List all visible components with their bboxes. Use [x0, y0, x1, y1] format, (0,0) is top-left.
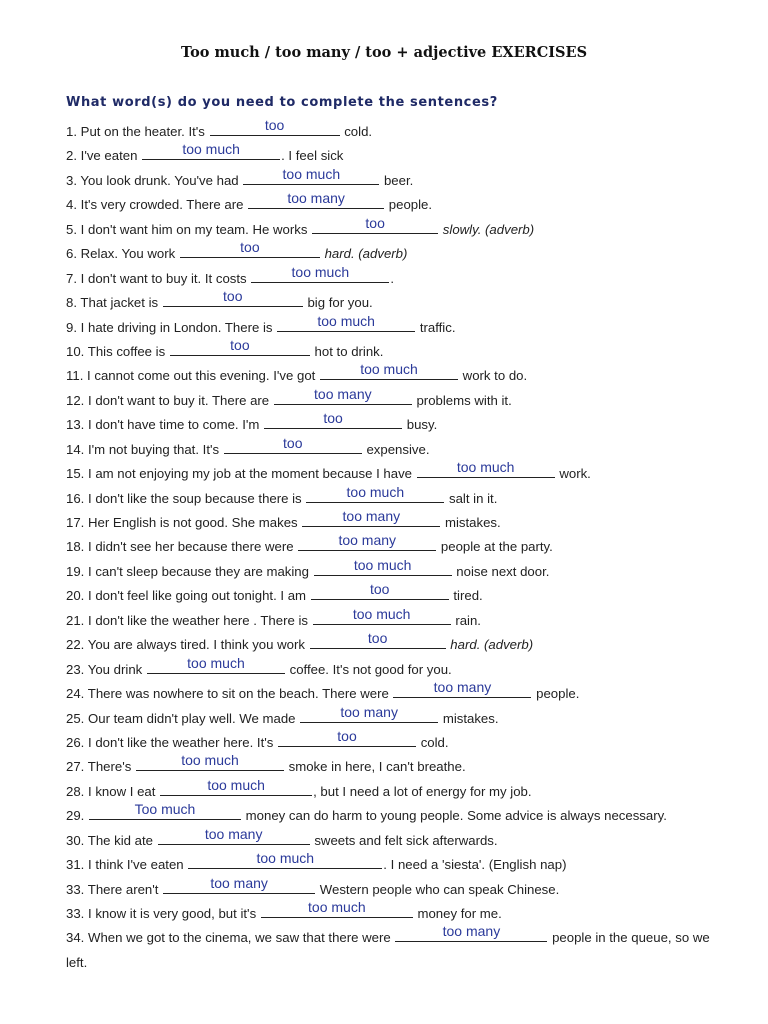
exercise-item — [66, 727, 716, 755]
answer-blank[interactable] — [224, 434, 362, 454]
sentence-end: big for you. — [303, 295, 373, 311]
filled-answer: too — [367, 630, 388, 647]
filled-answer: too much — [456, 459, 515, 476]
sentence-end: tired. — [449, 588, 483, 604]
sentence-end: mistakes. — [439, 710, 499, 726]
sentence-end: people. — [532, 686, 580, 702]
filled-answer: too much — [182, 141, 240, 158]
sentence-start: 18. I didn't see her because there were — [66, 539, 298, 555]
instructions: What word(s) do you need to complete the sentences? — [66, 95, 498, 110]
sentence-start: 29. — [66, 808, 88, 824]
answer-blank[interactable] — [278, 727, 416, 747]
exercise-item — [66, 410, 716, 437]
sentence-start: 27. There's — [66, 759, 135, 775]
sentence-start: 6. Relax. You work — [66, 246, 179, 262]
sentence-start: 5. I don't want him on my team. He works — [66, 221, 312, 237]
filled-answer: too — [283, 434, 303, 451]
answer-blank[interactable] — [243, 165, 379, 185]
sentence-start: 13. I don't have time to come. I'm — [66, 417, 264, 433]
filled-answer: too many — [204, 825, 263, 842]
sentence-end: people. — [385, 197, 433, 213]
filled-answer: too much — [352, 605, 411, 622]
worksheet-title: Too much / too many / too + adjective EXERCISES — [180, 44, 588, 61]
sentence-start: 9. I hate driving in London. There is — [66, 319, 277, 335]
answer-blank[interactable] — [395, 923, 547, 942]
sentence-start: 14. I'm not buying that. It's — [66, 441, 223, 457]
answer-blank[interactable] — [188, 850, 382, 869]
sentence-end: busy. — [403, 417, 438, 433]
filled-answer: too many — [442, 923, 501, 940]
exercise-item — [66, 459, 716, 486]
answer-blank[interactable] — [310, 630, 446, 649]
exercise-item — [66, 752, 716, 779]
exercise-item — [66, 385, 716, 413]
filled-answer: too many — [433, 679, 492, 696]
exercise-item — [66, 239, 716, 266]
sentence-end: smoke in here, I can't breathe. — [284, 759, 466, 775]
answer-blank[interactable] — [277, 312, 415, 332]
sentence-end: cold. — [340, 124, 373, 139]
answer-blank[interactable] — [163, 288, 303, 307]
sentence-start: 15. I am not enjoying my job at the moment because I have — [66, 466, 416, 482]
filled-answer: too much — [291, 263, 350, 280]
sentence-start: 25. Our team didn't play well. We made — [66, 710, 300, 726]
filled-answer: too — [264, 117, 285, 133]
exercise-item — [66, 117, 716, 144]
exercise-item — [66, 434, 716, 462]
answer-blank[interactable] — [261, 899, 413, 918]
answer-blank[interactable] — [298, 532, 436, 551]
answer-blank[interactable] — [311, 581, 449, 600]
sentence-start: 2. I've eaten — [66, 148, 142, 164]
answer-blank[interactable] — [306, 483, 444, 503]
sentence-start: 4. It's very crowded. There are — [66, 197, 248, 213]
filled-answer: too — [223, 288, 243, 305]
filled-answer: too much — [187, 654, 245, 671]
exercise-item — [66, 288, 716, 315]
sentence-start: 8. That jacket is — [66, 295, 162, 311]
filled-answer: too many — [210, 874, 268, 891]
sentence-end: work to do. — [459, 368, 528, 384]
exercise-item — [66, 214, 716, 242]
filled-answer: too much — [308, 899, 366, 915]
exercise-item — [66, 630, 716, 657]
answer-blank[interactable] — [302, 508, 440, 527]
exercise-item — [66, 801, 716, 828]
filled-answer: too many — [338, 532, 397, 549]
sentence-end: Western people who can speak Chinese. — [316, 881, 560, 897]
sentence-end: . I need a 'siesta'. (English nap) — [383, 857, 567, 873]
sentence-end: . I feel sick — [281, 148, 344, 164]
answer-blank[interactable] — [417, 459, 555, 478]
answer-blank[interactable] — [160, 776, 312, 796]
exercise-item — [66, 312, 716, 340]
sentence-end: cold. — [417, 734, 449, 750]
filled-answer: too many — [287, 190, 345, 207]
filled-answer: too much — [256, 850, 315, 867]
answer-blank[interactable] — [314, 556, 452, 576]
exercise-item — [66, 165, 716, 193]
sentence-end: noise next door. — [452, 563, 550, 579]
exercise-item — [66, 703, 716, 731]
filled-answer: too — [365, 214, 385, 231]
sentence-start: 20. I don't feel like going out tonight. I am — [66, 588, 310, 604]
sentence-start: 7. I don't want to buy it. It costs — [66, 270, 251, 286]
sentence-end: rain. — [451, 612, 481, 628]
sentence-end: beer. — [380, 172, 414, 188]
answer-blank[interactable] — [300, 703, 438, 723]
answer-blank[interactable] — [264, 410, 402, 429]
sentence-end: expensive. — [362, 441, 430, 457]
sentence-end: people at the party. — [437, 539, 553, 555]
filled-answer: too many — [342, 508, 401, 524]
sentence-start: 31. I think I've eaten — [66, 857, 188, 873]
filled-answer: too many — [314, 385, 372, 402]
sentence-end: problems with it. — [412, 392, 512, 408]
answer-blank[interactable] — [210, 117, 340, 136]
exercise-item — [66, 654, 716, 682]
sentence-end: money can do harm to young people. Some advice is always necessary. — [242, 808, 667, 824]
filled-answer: too — [369, 581, 390, 598]
answer-blank[interactable] — [170, 336, 310, 356]
sentence-start: 26. I don't like the weather here. It's — [66, 734, 278, 750]
filled-answer: too — [337, 727, 357, 744]
answer-blank[interactable] — [136, 752, 284, 771]
exercise-item — [66, 190, 716, 217]
sentence-end: hard. (adverb) — [446, 637, 534, 653]
sentence-start: 33. I know it is very good, but it's — [66, 906, 260, 921]
exercise-item — [66, 874, 716, 902]
filled-answer: Too much — [134, 801, 196, 818]
sentence-start: 10. This coffee is — [66, 343, 169, 359]
exercise-item — [66, 679, 716, 706]
answer-blank[interactable] — [274, 385, 412, 405]
sentence-end: sweets and felt sick afterwards. — [310, 832, 498, 848]
sentence-start: 16. I don't like the soup because there is — [66, 490, 306, 506]
answer-blank[interactable] — [180, 239, 320, 258]
filled-answer: too much — [360, 361, 418, 378]
sentence-end: work. — [555, 466, 591, 482]
exercise-item — [66, 605, 716, 633]
sentence-start: 33. There aren't — [66, 881, 163, 897]
answer-blank[interactable] — [142, 141, 280, 160]
sentence-start: 12. I don't want to buy it. There are — [66, 392, 273, 408]
sentence-start: 30. The kid ate — [66, 832, 157, 848]
filled-answer: too much — [181, 752, 239, 769]
sentence-start: 22. You are always tired. I think you work — [66, 637, 309, 653]
sentence-end: , but I need a lot of energy for my job. — [313, 783, 532, 799]
exercise-item — [66, 556, 716, 584]
sentence-end: money for me. — [413, 906, 502, 921]
answer-blank[interactable] — [89, 801, 241, 820]
exercise-item — [66, 850, 716, 877]
answer-blank[interactable] — [312, 214, 438, 234]
answer-blank[interactable] — [158, 825, 310, 845]
answer-blank[interactable] — [251, 263, 389, 283]
sentence-start: 24. There was nowhere to sit on the beach. There were — [66, 686, 393, 702]
exercise-item — [66, 361, 716, 388]
exercise-item — [66, 141, 716, 168]
sentence-end: slowly. (adverb) — [439, 221, 535, 237]
filled-answer: too much — [282, 165, 341, 182]
filled-answer: too much — [346, 483, 405, 500]
sentence-end: hot to drink. — [310, 343, 384, 359]
filled-answer: too many — [340, 703, 398, 720]
sentence-end: . — [390, 270, 394, 286]
answer-blank[interactable] — [393, 679, 531, 698]
exercise-item — [66, 263, 716, 291]
filled-answer: too — [230, 336, 250, 353]
sentence-start: 28. I know I eat — [66, 783, 160, 799]
sentence-start: 1. Put on the heater. It's — [66, 124, 209, 139]
filled-answer: too much — [317, 312, 375, 329]
answer-blank[interactable] — [163, 874, 315, 894]
answer-blank[interactable] — [313, 605, 451, 625]
sentence-end: mistakes. — [441, 515, 501, 530]
sentence-start: 19. I can't sleep because they are making — [66, 563, 313, 579]
filled-answer: too much — [353, 556, 412, 573]
sentence-end: traffic. — [416, 319, 456, 335]
sentence-start: 21. I don't like the weather here . There is — [66, 612, 312, 628]
answer-blank[interactable] — [147, 654, 285, 674]
exercise-item — [66, 899, 716, 926]
answer-blank[interactable] — [320, 361, 458, 380]
sentence-end: salt in it. — [445, 490, 498, 506]
sentence-start: 17. Her English is not good. She makes — [66, 515, 302, 530]
sentence-end: people in the queue, so we left. — [66, 930, 710, 970]
sentence-start: 11. I cannot come out this evening. I've got — [66, 368, 319, 384]
sentence-start: 3. You look drunk. You've had — [66, 172, 243, 188]
exercise-item — [66, 923, 716, 975]
filled-answer: too — [323, 410, 343, 427]
sentence-start: 34. When we got to the cinema, we saw that there were — [66, 930, 395, 946]
sentence-end: hard. (adverb) — [320, 246, 408, 262]
exercise-list — [66, 117, 716, 975]
sentence-end: coffee. It's not good for you. — [285, 661, 452, 677]
answer-blank[interactable] — [248, 190, 384, 209]
exercise-item — [66, 825, 716, 853]
sentence-start: 23. You drink — [66, 661, 146, 677]
filled-answer: too — [240, 239, 260, 256]
filled-answer: too much — [207, 776, 265, 793]
